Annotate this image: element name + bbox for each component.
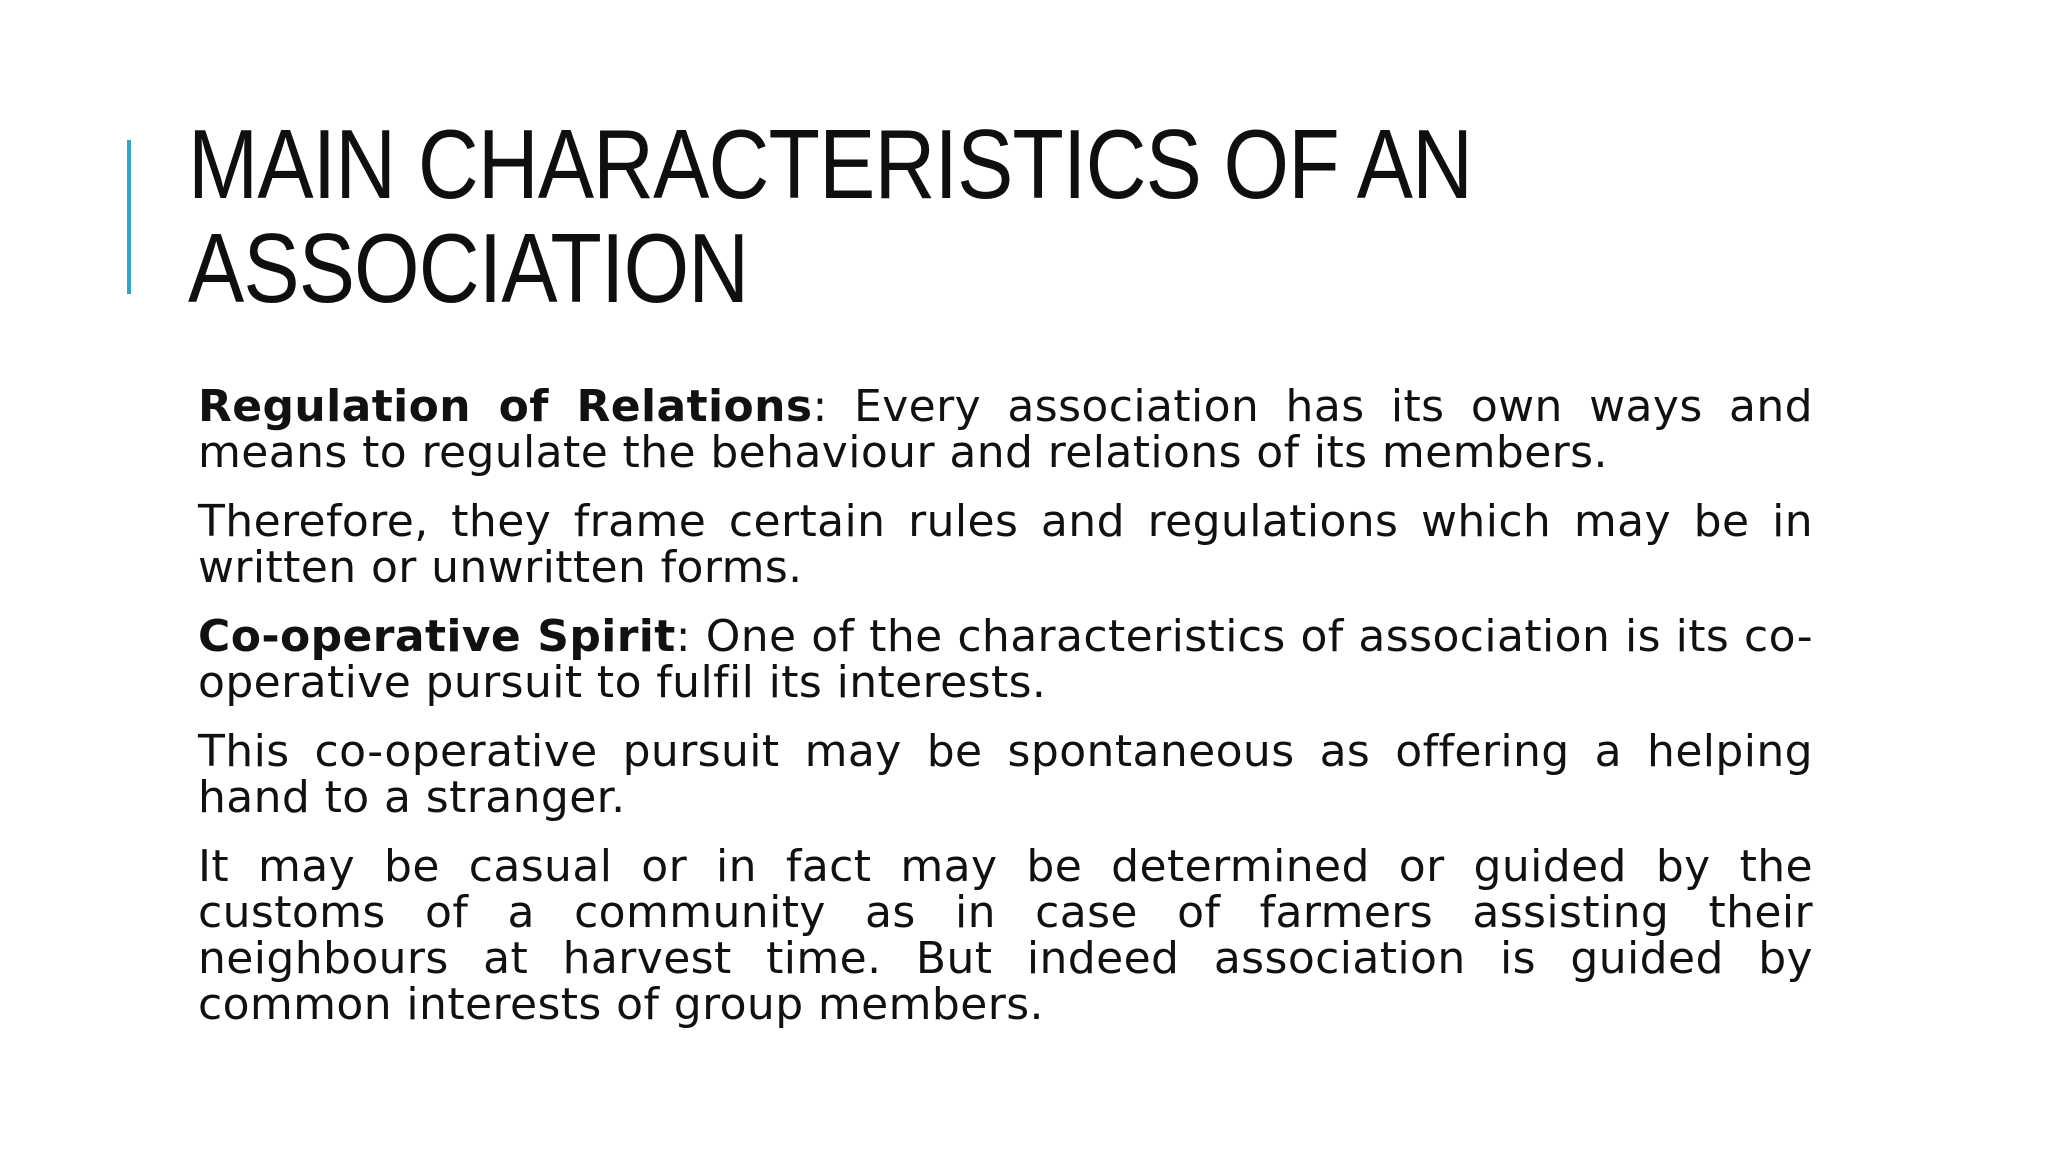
paragraph-text: Therefore, they frame certain rules and regulations which may be in written or unwritten forms. bbox=[198, 496, 1813, 593]
paragraph-term: Regulation of Relations bbox=[198, 381, 813, 432]
paragraph-text: This co-operative pursuit may be spontaneous as offering a helping hand to a stranger. bbox=[198, 726, 1813, 823]
slide-body bbox=[198, 381, 1813, 1051]
paragraph-casual-or-customs bbox=[198, 841, 1813, 1030]
paragraph-text: : One of the characteristics of association is its co-operative pursuit to fulfil its interests. bbox=[198, 611, 1813, 708]
title-accent-bar bbox=[127, 140, 131, 294]
slide-title-line-1: MAIN CHARACTERISTICS OF AN bbox=[188, 109, 1473, 219]
paragraph-spontaneous-pursuit bbox=[198, 726, 1813, 823]
slide-title-line-2: ASSOCIATION bbox=[188, 213, 749, 323]
paragraph-term: Co-operative Spirit bbox=[198, 611, 676, 662]
paragraph-text: It may be casual or in fact may be determined or guided by the customs of a community as in case of farmers assisting their neighbours at harvest time. But indeed association is guided by common interests of group members. bbox=[198, 841, 1813, 1030]
paragraph-text: : Every association has its own ways and means to regulate the behaviour and relations of its members. bbox=[198, 381, 1813, 478]
paragraph-regulation-of-relations bbox=[198, 381, 1813, 478]
paragraph-co-operative-spirit bbox=[198, 611, 1813, 708]
paragraph-rules-and-regulations bbox=[198, 496, 1813, 593]
slide-title bbox=[188, 109, 1702, 323]
